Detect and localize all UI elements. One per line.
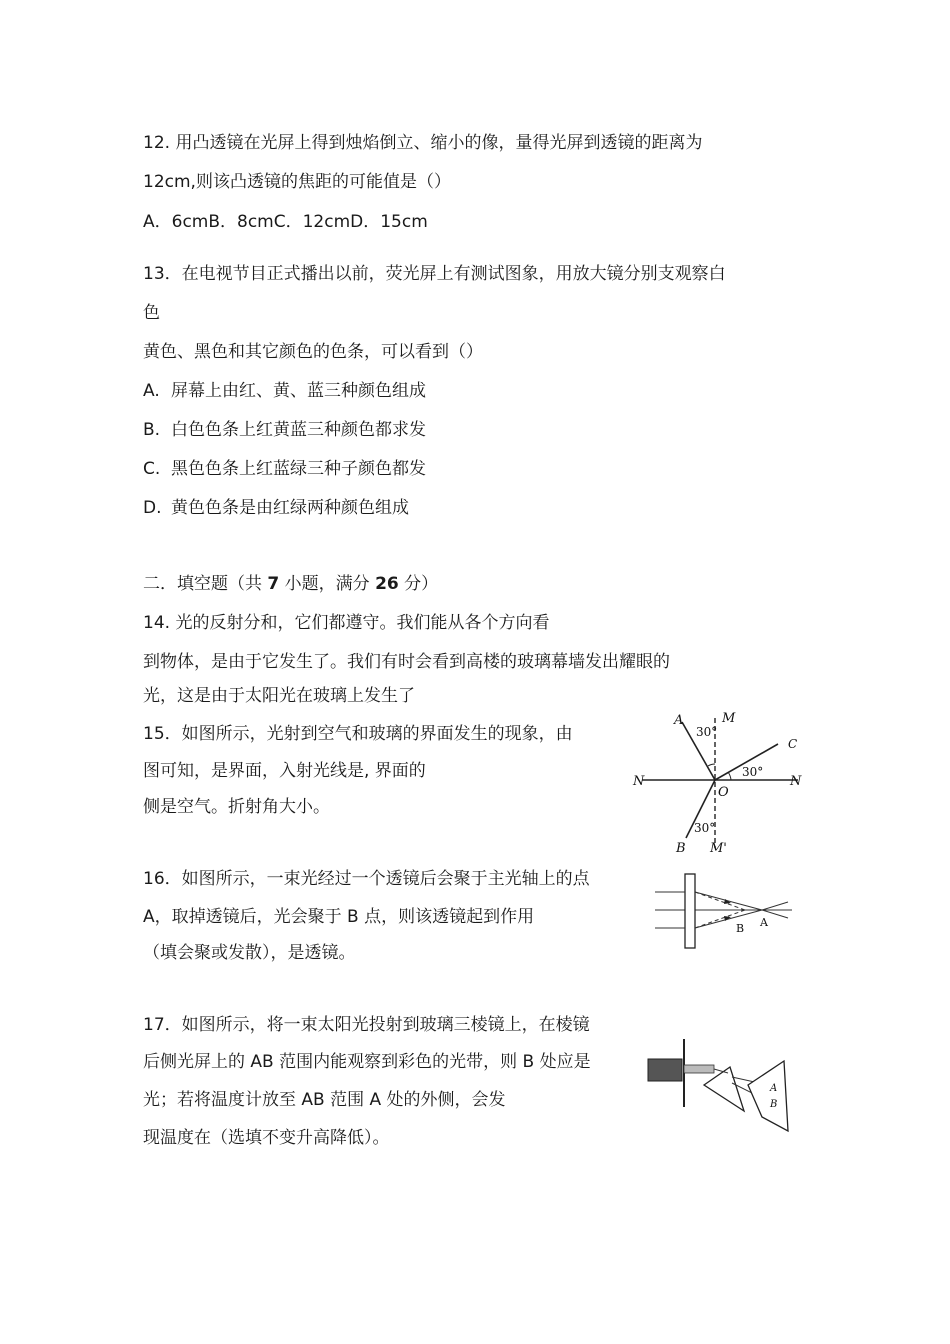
q16-lens-figure xyxy=(650,866,795,956)
label-m-prime: M' xyxy=(710,841,727,856)
q13-option-a xyxy=(143,379,426,403)
option-key: B. xyxy=(143,420,161,440)
q17-line1: 17．如图所示，将一束太阳光投射到玻璃三棱镜上，在棱镜 xyxy=(143,1015,590,1035)
label-c: C xyxy=(788,737,798,751)
option-key: A. xyxy=(143,381,160,401)
angle-right: 30° xyxy=(742,765,764,779)
q13-option-b xyxy=(143,418,426,442)
q15-line1: 15．如图所示，光射到空气和玻璃的界面发生的现象，由 xyxy=(143,724,573,744)
label-o: O xyxy=(718,785,729,800)
label-b: B xyxy=(770,1099,778,1110)
section2-count: 7 xyxy=(267,574,280,594)
section2-score: 26 xyxy=(375,574,399,594)
section2-prefix: 二．填空题（共 xyxy=(143,574,268,594)
q14-line2: 到物体，是由于它发生了。我们有时会看到高楼的玻璃幕墙发出耀眼的 xyxy=(143,652,670,672)
q15-line2: 图可知，是界面，入射光线是, 界面的 xyxy=(143,761,426,781)
label-b: B xyxy=(736,922,745,935)
q17-line3: 光；若将温度计放至 AB 范围 A 处的外侧，会发 xyxy=(143,1090,506,1110)
section2-suffix: 分） xyxy=(398,574,439,594)
option-text: 白色色条上红黄蓝三种颜色都求发 xyxy=(171,420,426,440)
section2-middle: 小题，满分 xyxy=(279,574,376,594)
option-text: 黄色色条是由红绿两种颜色组成 xyxy=(171,498,409,518)
q13-line3: 黄色、黑色和其它颜色的色条，可以看到（） xyxy=(143,342,483,362)
option-text: 屏幕上由红、黄、蓝三种颜色组成 xyxy=(171,381,426,401)
label-b: B xyxy=(676,841,686,856)
q13-line2: 色 xyxy=(143,303,160,323)
option-key: D. xyxy=(143,498,162,518)
q13-option-d xyxy=(143,496,409,520)
label-n-right: N xyxy=(790,774,802,789)
q14-line3: 光，这是由于太阳光在玻璃上发生了 xyxy=(143,686,415,706)
label-a: A xyxy=(760,916,768,929)
label-n-left: N xyxy=(633,774,645,789)
label-a: A xyxy=(770,1083,778,1094)
q12-options: A．6cmB．8cmC．12cmD．15cm xyxy=(143,212,428,232)
q16-line2: A，取掉透镜后，光会聚于 B 点，则该透镜起到作用 xyxy=(143,907,535,927)
label-a: A xyxy=(674,713,684,728)
q14-line1: 14. 光的反射分和，它们都遵守。我们能从各个方向看 xyxy=(143,613,550,633)
option-key: C. xyxy=(143,459,161,479)
q17-line2: 后侧光屏上的 AB 范围内能观察到彩色的光带，则 B 处应是 xyxy=(143,1052,591,1072)
option-text: 黑色色条上红蓝绿三种子颜色都发 xyxy=(171,459,426,479)
label-m: M xyxy=(722,711,736,726)
q16-line1: 16．如图所示，一束光经过一个透镜后会聚于主光轴上的点 xyxy=(143,869,590,889)
q15-line3: 侧是空气。折射角大小。 xyxy=(143,797,330,817)
q17-prism-figure xyxy=(644,1033,794,1133)
q13-option-c xyxy=(143,457,426,481)
angle-bottom: 30° xyxy=(694,821,716,835)
q12-line2: 12cm,则该凸透镜的焦距的可能值是（） xyxy=(143,172,451,192)
q13-line1: 13．在电视节目正式播出以前，荧光屏上有测试图象，用放大镜分别支观察白 xyxy=(143,264,726,284)
q16-line3: （填会聚或发散），是透镜。 xyxy=(143,943,356,963)
q15-reflection-refraction-figure xyxy=(630,708,810,858)
section2-heading xyxy=(143,572,438,596)
q12-line1: 12. 用凸透镜在光屏上得到烛焰倒立、缩小的像，量得光屏到透镜的距离为 xyxy=(143,133,703,153)
angle-top: 30° xyxy=(696,725,718,739)
q17-line4: 现温度在（选填不变升高降低）。 xyxy=(143,1128,390,1148)
